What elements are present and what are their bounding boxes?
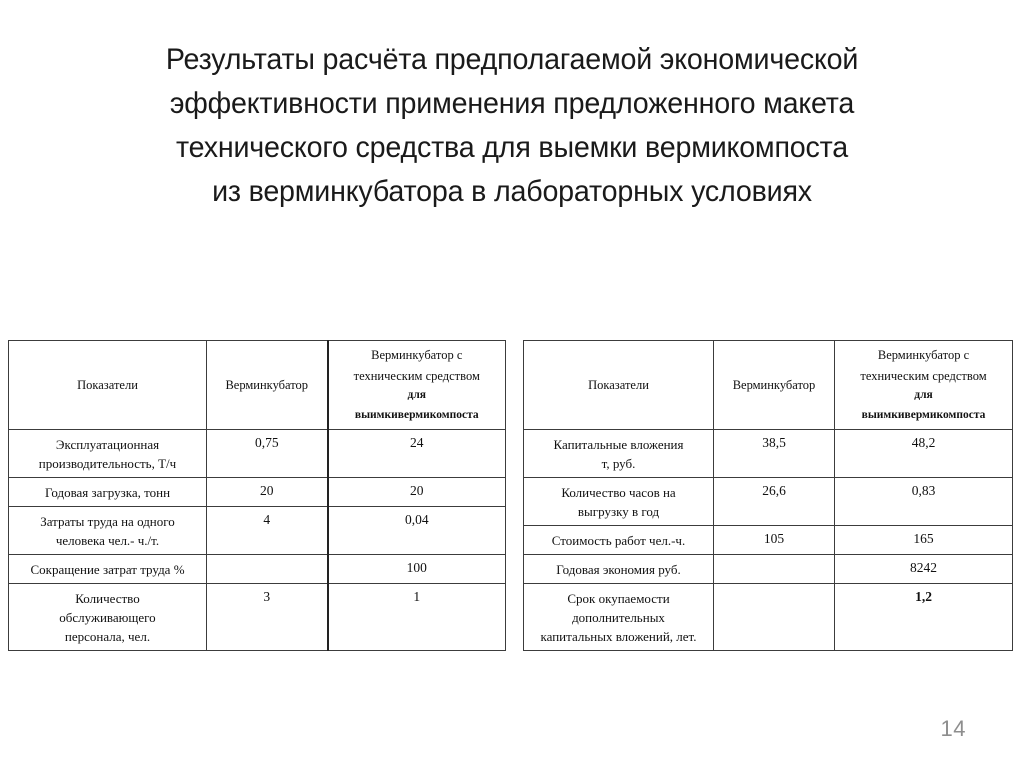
header-label-vermiincubator: Верминкубатор <box>225 377 309 392</box>
row-label-line: Годовая экономия руб. <box>556 562 681 577</box>
value-cell-with-device <box>328 478 506 507</box>
value-cell-with-device <box>835 584 1013 651</box>
table-row <box>524 584 1013 651</box>
table-right-head <box>524 341 1013 430</box>
table-left-head <box>9 341 506 430</box>
table-right-body <box>524 430 1013 651</box>
row-label-cell <box>524 478 714 526</box>
row-label-line: Эксплуатационная <box>55 437 160 452</box>
table-left-body <box>9 430 506 651</box>
header-cell-with-device <box>328 341 506 430</box>
value-with-device: 1,2 <box>915 589 932 604</box>
row-label-line: обслуживающего <box>59 610 156 625</box>
value-cell-with-device <box>835 526 1013 555</box>
economics-table-left <box>8 340 506 651</box>
value-with-device: 8242 <box>910 560 937 575</box>
table-row <box>524 430 1013 478</box>
row-label-line: т, руб. <box>601 456 636 471</box>
row-label-line: Капитальные вложения <box>553 437 684 452</box>
value-vermiincubator: 0,75 <box>254 435 279 450</box>
header-label-vermiincubator: Верминкубатор <box>732 377 816 392</box>
value-vermiincubator: 4 <box>263 512 271 527</box>
header-cell-indicators <box>524 341 714 430</box>
header-label-indicators: Показатели <box>588 377 649 392</box>
header-label-indicators: Показатели <box>77 377 138 392</box>
value-cell-with-device <box>328 430 506 478</box>
value-with-device: 24 <box>410 435 424 450</box>
value-vermiincubator: 20 <box>260 483 274 498</box>
header-label-with-device: Верминкубатор с техническим средством для выимкивермикомпоста <box>353 348 480 421</box>
value-cell-vermiincubator <box>714 478 835 526</box>
row-label-cell <box>524 430 714 478</box>
table-row <box>524 526 1013 555</box>
value-cell-vermiincubator <box>207 478 328 507</box>
row-label-line: Количество часов на <box>561 485 676 500</box>
row-label-cell <box>9 478 207 507</box>
header-cell-indicators <box>9 341 207 430</box>
table-right-container <box>523 340 1012 651</box>
value-cell-vermiincubator <box>714 430 835 478</box>
row-label-line: производительность, Т/ч <box>38 456 177 471</box>
value-vermiincubator: 26,6 <box>762 483 786 498</box>
header-label-with-device: Верминкубатор с техническим средством для выимкивермикомпоста <box>860 348 987 421</box>
row-label-line: дополнительных <box>572 610 665 625</box>
value-cell-vermiincubator <box>207 555 328 584</box>
value-cell-with-device <box>835 478 1013 526</box>
value-with-device: 0,04 <box>404 512 429 527</box>
value-cell-with-device <box>328 507 506 555</box>
header-cell-vermiincubator <box>714 341 835 430</box>
table-row <box>524 555 1013 584</box>
value-cell-vermiincubator <box>207 430 328 478</box>
value-vermiincubator: 38,5 <box>762 435 786 450</box>
value-vermiincubator <box>714 584 834 594</box>
row-label-line: Затраты труда на одного <box>40 514 175 529</box>
value-cell-with-device <box>328 584 506 651</box>
header-cell-vermiincubator <box>207 341 328 430</box>
row-label-line: Срок окупаемости <box>567 591 670 606</box>
row-label-line: персонала, чел. <box>64 629 151 644</box>
header-cell-with-device <box>835 341 1013 430</box>
table-left-container <box>8 340 505 651</box>
page-title <box>73 38 952 214</box>
value-with-device: 165 <box>913 531 934 546</box>
row-label-cell <box>9 584 207 651</box>
value-cell-with-device <box>328 555 506 584</box>
value-vermiincubator: 3 <box>263 589 271 604</box>
row-label-line: Сокращение затрат труда % <box>30 562 185 577</box>
value-vermiincubator <box>207 555 327 565</box>
value-cell-with-device <box>835 555 1013 584</box>
row-label-line: Стоимость работ чел.-ч. <box>551 533 686 548</box>
row-label-line: выгрузку в год <box>577 504 660 519</box>
row-label-line: капитальных вложений, лет. <box>540 629 697 644</box>
row-label-line: Количество <box>75 591 140 606</box>
row-label-line: Годовая загрузка, тонн <box>44 485 171 500</box>
value-cell-vermiincubator <box>714 584 835 651</box>
table-row <box>9 430 506 478</box>
table-row <box>9 555 506 584</box>
page-title-line-1: Результаты расчёта предполагаемой экономической <box>165 43 859 76</box>
row-label-cell <box>9 507 207 555</box>
row-label-cell <box>9 555 207 584</box>
table-row <box>9 507 506 555</box>
value-with-device: 0,83 <box>911 483 936 498</box>
value-cell-with-device <box>835 430 1013 478</box>
table-header-row <box>524 341 1013 430</box>
table-row <box>9 584 506 651</box>
value-with-device: 1 <box>413 589 421 604</box>
table-row <box>9 478 506 507</box>
page-number: 14 <box>940 716 966 741</box>
table-row <box>524 478 1013 526</box>
value-cell-vermiincubator <box>207 507 328 555</box>
value-cell-vermiincubator <box>714 526 835 555</box>
table-header-row <box>9 341 506 430</box>
page-title-line-2: эффективности применения предложенного макета <box>169 87 855 121</box>
row-label-line: человека чел.- ч./т. <box>55 533 160 548</box>
value-with-device: 100 <box>406 560 427 575</box>
row-label-cell <box>524 555 714 584</box>
value-cell-vermiincubator <box>207 584 328 651</box>
row-label-cell <box>524 526 714 555</box>
page-title-line-4: из верминкубатора в лабораторных условиях <box>212 175 812 209</box>
value-with-device: 20 <box>410 483 424 498</box>
row-label-cell <box>9 430 207 478</box>
value-vermiincubator: 105 <box>763 531 785 546</box>
value-with-device: 48,2 <box>911 435 936 450</box>
value-vermiincubator <box>714 555 834 565</box>
value-cell-vermiincubator <box>714 555 835 584</box>
page-title-line-3: технического средства для выемки вермикомпоста <box>176 131 848 165</box>
economics-table-right <box>523 340 1013 651</box>
row-label-cell <box>524 584 714 651</box>
